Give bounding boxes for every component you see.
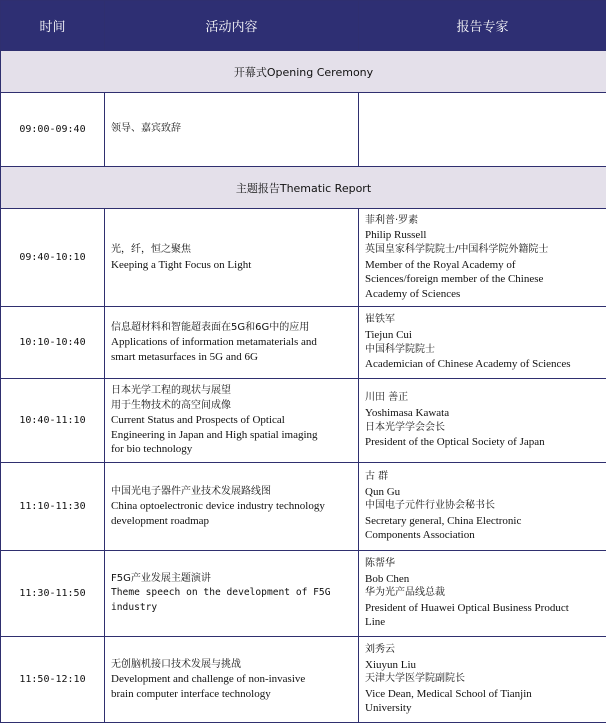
section-opening-title: 开幕式Opening Ceremony [1, 51, 606, 93]
speaker-title-en: Sciences/foreign member of the Chinese [365, 273, 544, 286]
speaker-name-en: Bob Chen [365, 572, 410, 585]
speaker-name-en: Philip Russell [365, 229, 427, 242]
speaker-name-cn: 菲利普·罗素 [365, 214, 419, 226]
speaker-name-cn: 刘秀云 [365, 644, 395, 656]
speaker-title-cn: 中国电子元件行业协会秘书长 [365, 500, 495, 512]
speaker-name-cn: 古 群 [365, 471, 389, 483]
speaker-title-en: President of Huawei Optical Business Product [365, 601, 569, 614]
row-time: 11:30-11:50 [1, 551, 105, 637]
speaker-title-cn: 英国皇家科学院院士/中国科学院外籍院士 [365, 243, 549, 255]
content-cn: 无创脑机接口技术发展与挑战 [111, 658, 241, 670]
header-activity: 活动内容 [105, 1, 359, 51]
content-en: Current Status and Prospects of Optical [111, 414, 285, 427]
content-en: Applications of information metamaterials and [111, 336, 317, 349]
content-cn: 光，纤，恒之聚焦 [111, 243, 191, 255]
row-content [105, 551, 359, 637]
content-en: smart metasurfaces in 5G and 6G [111, 350, 258, 363]
content-en: brain computer interface technology [111, 687, 271, 700]
section-thematic [1, 167, 606, 209]
row-content [105, 637, 359, 723]
speaker-title-en: University [365, 702, 412, 715]
row-content [105, 209, 359, 307]
speaker-title-en: Academician of Chinese Academy of Sciences [365, 358, 571, 371]
row-time: 11:10-11:30 [1, 463, 105, 551]
row-speaker [359, 307, 606, 379]
content-en: development roadmap [111, 514, 210, 527]
row-time: 10:10-10:40 [1, 307, 105, 379]
table-row [1, 307, 606, 379]
content-cn: 中国光电子器件产业技术发展路线图 [111, 485, 271, 497]
section-thematic-title: 主题报告Thematic Report [1, 167, 606, 209]
speaker-title-cn: 天津大学医学院副院长 [365, 673, 465, 685]
speaker-title-en: Components Association [365, 529, 475, 542]
table-row [1, 379, 606, 463]
row-speaker [359, 93, 606, 167]
row-time: 09:00-09:40 [1, 93, 105, 167]
table-row [1, 209, 606, 307]
speaker-title-en: President of the Optical Society of Japan [365, 436, 545, 449]
speaker-title-en: Academy of Sciences [365, 287, 461, 300]
content-cn: 信息超材料和智能超表面在5G和6G中的应用 [111, 321, 310, 333]
content-en: Keeping a Tight Focus on Light [111, 258, 252, 271]
table-row [1, 463, 606, 551]
content-en: for bio technology [111, 443, 193, 456]
speaker-name-en: Yoshimasa Kawata [365, 406, 450, 419]
row-content [105, 379, 359, 463]
content-en: China optoelectronic device industry technology [111, 500, 325, 513]
row-content: 领导、嘉宾致辞 [105, 93, 359, 167]
content-en: industry [111, 601, 158, 613]
table-row [1, 93, 606, 167]
header-time: 时间 [1, 1, 105, 51]
content-cn: 用于生物技术的高空间成像 [111, 399, 231, 411]
row-speaker [359, 551, 606, 637]
speaker-title-cn: 华为光产品线总裁 [365, 587, 445, 599]
row-speaker [359, 379, 606, 463]
speaker-name-en: Tiejun Cui [365, 328, 412, 341]
speaker-title-cn: 日本光学学会会长 [365, 421, 445, 433]
row-content [105, 307, 359, 379]
table-row [1, 551, 606, 637]
header-row [1, 1, 606, 51]
speaker-title-en: Member of the Royal Academy of [365, 258, 516, 271]
speaker-name-cn: 陈帮华 [365, 558, 395, 570]
row-time: 11:50-12:10 [1, 637, 105, 723]
content-en: Theme speech on the development of F5G [111, 587, 331, 599]
speaker-title-en: Vice Dean, Medical School of Tianjin [365, 687, 532, 700]
section-opening [1, 51, 606, 93]
table-row [1, 637, 606, 723]
content-en: Development and challenge of non-invasive [111, 673, 306, 686]
speaker-title-en: Secretary general, China Electronic [365, 514, 522, 527]
speaker-name-en: Xiuyun Liu [365, 658, 417, 671]
row-speaker [359, 209, 606, 307]
speaker-name-cn: 川田 善正 [365, 392, 409, 404]
speaker-name-en: Qun Gu [365, 485, 401, 498]
content-cn: F5G产业发展主题演讲 [111, 572, 211, 584]
row-time: 09:40-10:10 [1, 209, 105, 307]
speaker-title-en: Line [365, 616, 386, 629]
speaker-title-cn: 中国科学院院士 [365, 343, 435, 355]
content-en: Engineering in Japan and High spatial imaging [111, 428, 318, 441]
content-cn: 日本光学工程的现状与展望 [111, 385, 231, 397]
row-speaker [359, 637, 606, 723]
row-time: 10:40-11:10 [1, 379, 105, 463]
header-speaker: 报告专家 [359, 1, 606, 51]
row-speaker [359, 463, 606, 551]
row-content [105, 463, 359, 551]
speaker-name-cn: 崔铁军 [365, 314, 395, 326]
